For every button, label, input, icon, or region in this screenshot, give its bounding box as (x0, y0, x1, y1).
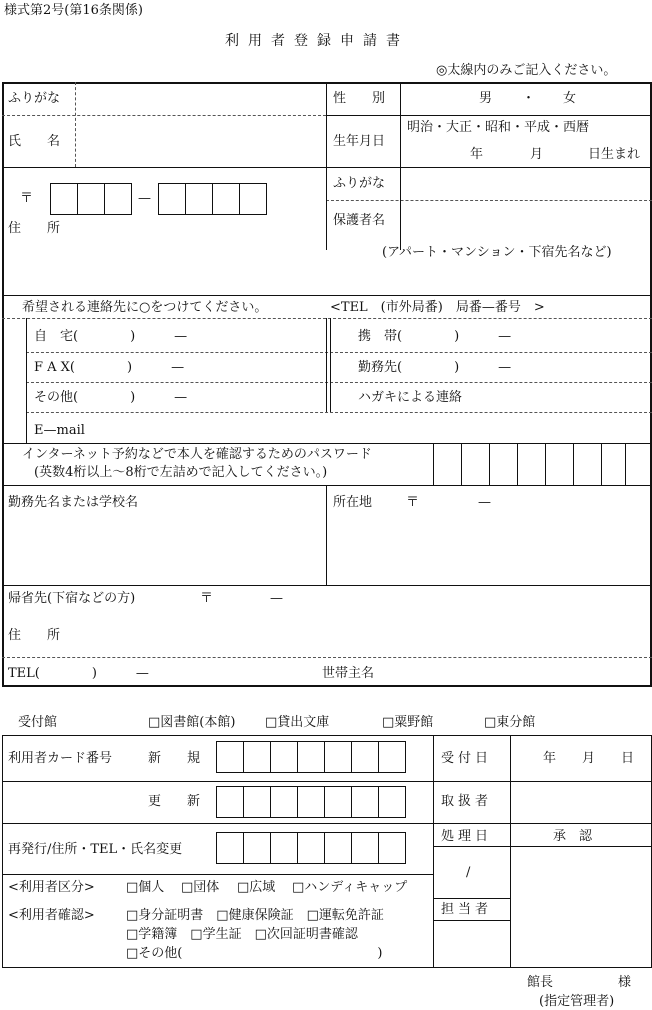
card-new-digit-4[interactable] (297, 741, 325, 773)
postal-code-box-2[interactable] (77, 183, 105, 215)
branch-east[interactable]: □東分館 (484, 715, 536, 730)
reception-label: 受付館 (18, 715, 58, 730)
branch-awano[interactable]: □粟野館 (382, 715, 434, 730)
card-renew-digit-6[interactable] (351, 786, 379, 818)
branch-main-library[interactable]: □図書館(本館) (148, 715, 236, 730)
contact-work[interactable]: 勤務先( ) — (358, 360, 512, 375)
director-addressee: 館長 様 (527, 975, 632, 990)
card-new-digit-6[interactable] (351, 741, 379, 773)
gender-label: 性 別 (333, 91, 386, 106)
user-confirm-label: <利用者確認> (8, 908, 95, 923)
category-group[interactable]: □団体 (181, 880, 220, 895)
postal-dash: — (138, 191, 151, 206)
card-new-digit-1[interactable] (216, 741, 244, 773)
card-renew-digit-5[interactable] (324, 786, 352, 818)
category-wide-area[interactable]: □広域 (237, 880, 276, 895)
contact-fax[interactable]: F A X( ) — (34, 360, 185, 375)
card-reissue-digit-3[interactable] (270, 832, 298, 864)
guardian-furigana-label: ふりがな (333, 176, 386, 191)
return-postal-mark: 〒 (200, 591, 214, 606)
card-new-digit-3[interactable] (270, 741, 298, 773)
postal-code-box-3[interactable] (104, 183, 132, 215)
workplace-postal-mark: 〒 (406, 495, 420, 510)
householder-label: 世帯主名 (322, 666, 375, 681)
card-reissue-digit-2[interactable] (243, 832, 271, 864)
card-renew-label: 更 新 (148, 794, 201, 809)
confirm-options-row-2[interactable]: □学籍簿 □学生証 □次回証明書確認 (126, 927, 358, 942)
return-address-label: 住 所 (8, 628, 61, 643)
card-reissue-digit-1[interactable] (216, 832, 244, 864)
birth-day: 日生まれ (588, 147, 641, 162)
furigana-label: ふりがな (8, 91, 61, 106)
password-format-note: (英数4桁以上～8桁で左詰めで記入してください。) (34, 465, 328, 480)
category-individual[interactable]: □個人 (126, 880, 165, 895)
return-home-label: 帰省先(下宿などの方) (8, 591, 136, 606)
form-number: 様式第2号(第16条関係) (4, 3, 143, 18)
confirm-options-row-3[interactable]: □その他( ) (126, 946, 383, 961)
contact-email[interactable]: E—mail (34, 423, 85, 438)
workplace-postal-dash: — (478, 495, 491, 510)
gender-female[interactable]: 女 (563, 91, 577, 106)
birth-month: 月 (530, 147, 544, 162)
contact-home[interactable]: 自 宅( ) — (34, 329, 188, 344)
contact-postcard[interactable]: ハガキによる連絡 (358, 390, 463, 405)
birth-year: 年 (470, 147, 484, 162)
postal-code-box-5[interactable] (185, 183, 213, 215)
return-postal-dash: — (270, 591, 283, 606)
birth-label: 生年月日 (333, 134, 386, 149)
card-renew-digit-4[interactable] (297, 786, 325, 818)
card-reissue-digit-6[interactable] (351, 832, 379, 864)
card-reissue-digit-7[interactable] (378, 832, 406, 864)
user-category-label: <利用者区分> (8, 880, 95, 895)
postal-code-box-1[interactable] (50, 183, 78, 215)
received-date-ymd: 年 月 日 (543, 751, 635, 766)
postal-mark: 〒 (20, 191, 34, 206)
handler-label: 取扱者 (441, 794, 493, 809)
branch-lending-library[interactable]: □貸出文庫 (265, 715, 330, 730)
address-note: (アパート・マンション・下宿先名など) (382, 245, 612, 260)
processed-date-slash: / (466, 865, 471, 880)
card-renew-digit-2[interactable] (243, 786, 271, 818)
return-tel[interactable]: TEL( ) — (8, 666, 149, 681)
card-new-digit-7[interactable] (378, 741, 406, 773)
card-renew-digit-7[interactable] (378, 786, 406, 818)
fill-note: ◎太線内のみご記入ください。 (436, 63, 617, 78)
card-renew-digit-3[interactable] (270, 786, 298, 818)
processed-date-label: 処理日 (441, 829, 493, 844)
designated-manager-note: (指定管理者) (539, 994, 615, 1009)
postal-code-box-7[interactable] (239, 183, 267, 215)
form-title: 利用者登録申請書 (225, 33, 409, 49)
card-reissue-digit-5[interactable] (324, 832, 352, 864)
card-reissue-label: 再発行/住所・TEL・氏名変更 (8, 842, 183, 857)
received-date-label: 受付日 (441, 751, 493, 766)
gender-male[interactable]: 男 (479, 91, 493, 106)
card-reissue-digit-4[interactable] (297, 832, 325, 864)
contact-mobile[interactable]: 携 帯( ) — (358, 329, 512, 344)
category-handicap[interactable]: □ハンディキャップ (292, 880, 408, 895)
confirm-options-row-1[interactable]: □身分証明書 □健康保険証 □運転免許証 (126, 908, 384, 923)
card-new-label: 新 規 (148, 751, 201, 766)
password-instruction: インターネット予約などで本人を確認するためのパスワード (22, 447, 372, 462)
postal-code-box-6[interactable] (212, 183, 240, 215)
in-charge-label: 担当者 (441, 902, 493, 917)
guardian-label: 保護者名 (333, 213, 386, 228)
approval-label: 承 認 (553, 829, 593, 844)
contact-other[interactable]: その他( ) — (34, 390, 188, 405)
tel-format: <TEL (市外局番) 局番—番号 > (330, 300, 545, 315)
gender-separator: ・ (522, 91, 536, 106)
address-label: 住 所 (8, 221, 61, 236)
card-renew-digit-1[interactable] (216, 786, 244, 818)
workplace-name-label: 勤務先名または学校名 (8, 495, 139, 510)
postal-code-box-4[interactable] (158, 183, 186, 215)
era-options[interactable]: 明治・大正・昭和・平成・西暦 (407, 120, 590, 135)
card-new-digit-5[interactable] (324, 741, 352, 773)
workplace-location-label: 所在地 (333, 495, 373, 510)
name-label: 氏 名 (8, 134, 61, 149)
card-new-digit-2[interactable] (243, 741, 271, 773)
contact-heading: 希望される連絡先に○をつけてください。 (22, 300, 268, 315)
card-number-label: 利用者カード番号 (8, 751, 113, 766)
